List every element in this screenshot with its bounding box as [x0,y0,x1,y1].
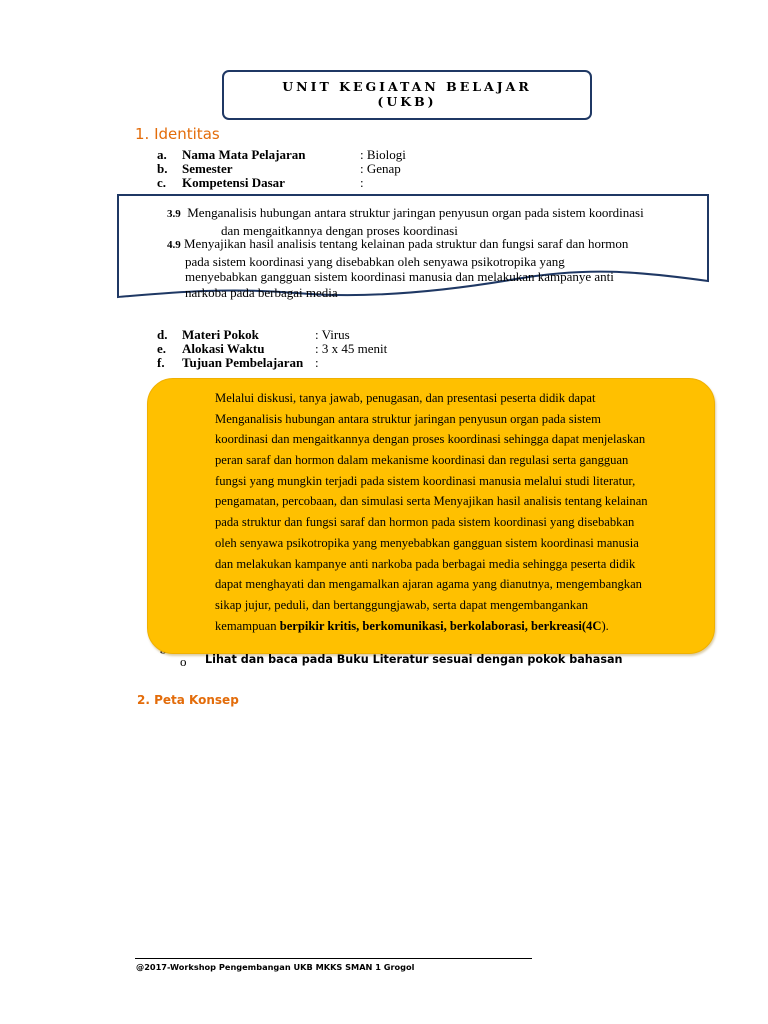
title-line-2: (UKB) [377,94,437,109]
row-marker: b. [157,161,168,176]
kd-line: Menganalisis hubungan antara struktur jaringan penyusun organ pada sistem koordinasi [187,205,644,220]
row-value: : Virus [315,327,350,342]
row-marker: d. [157,327,168,342]
kd-line: dan mengaitkannya dengan proses koordinasi [221,222,458,238]
tujuan-line: koordinasi dan mengaitkannya dengan proses koordinasi sehingga dapat menjelaskan [215,432,646,447]
row-value: : [360,175,364,190]
kd-line: menyebabkan gangguan sistem koordinasi manusia dan melakukan kampanye anti [185,269,614,284]
row-label: Kompetensi Dasar [182,175,285,190]
tujuan-line: dapat menghayati dan mengamalkan ajaran agama yang dianutnya, mengembangkan [215,577,642,592]
row-label: Tujuan Pembelajaran [182,355,304,370]
tujuan-line: pengamatan, percobaan, dan simulasi serta Menyajikan hasil analisis tentang kelainan [215,494,648,509]
kd-number: 4.9 [167,239,181,251]
tujuan-line: fungsi yang mungkin terjadi pada sistem koordinasi manusia melalui studi literatur, [215,473,636,488]
footer-rule [135,958,532,959]
footer-text: @2017-Workshop Pengembangan UKB MKKS SMAN 1 Grogol [136,962,415,972]
tujuan-text [215,388,707,636]
tujuan-pembelajaran-box [147,378,715,654]
tujuan-prefix: kemampuan [215,618,280,633]
tujuan-line: Menganalisis hubungan antara struktur jaringan penyusun organ pada sistem [215,411,601,426]
row-value: : [315,355,319,370]
row-label: Semester [182,161,233,176]
section-heading-peta-konsep: 2. Peta Konsep [137,693,239,707]
kd-number: 3.9 [167,208,181,220]
tujuan-4c-skills: berpikir kritis, berkomunikasi, berkolaborasi, berkreasi(4C [279,618,602,633]
row-marker: f. [157,355,165,370]
tujuan-line: sikap jujur, peduli, dan bertanggungjawab, serta dapat mengembangankan [215,597,588,612]
row-value: : Genap [360,161,401,176]
section-heading-identitas: 1. Identitas [135,125,220,143]
kd-line: Menyajikan hasil analisis tentang kelainan pada struktur dan fungsi saraf dan hormon [184,236,629,251]
row-marker: c. [157,175,167,190]
kd-line: narkoba pada berbagai media [185,284,338,300]
row-value: : Biologi [360,147,406,162]
bullet-circle: o [180,654,187,669]
title-box [222,70,592,120]
row-label: Nama Mata Pelajaran [182,147,306,162]
tujuan-line: peran saraf dan hormon dalam mekanisme koordinasi dan regulasi serta gangguan [215,453,629,468]
tujuan-line-last [215,616,707,637]
tujuan-line: Melalui diskusi, tanya jawab, penugasan, dan presentasi peserta didik dapat [215,391,596,405]
tujuan-suffix: ). [601,618,609,633]
literatur-instruction: Lihat dan baca pada Buku Literatur sesuai dengan pokok bahasan [205,653,623,666]
tujuan-line: pada struktur dan fungsi saraf dan hormon pada sistem koordinasi yang disebabkan [215,515,635,530]
kd-line: pada sistem koordinasi yang disebabkan oleh senyawa psikotropika yang [185,253,565,269]
tujuan-line: oleh senyawa psikotropika yang menyebabkan gangguan sistem koordinasi manusia [215,535,639,550]
tujuan-line: dan melakukan kampanye anti narkoba pada berbagai media sehingga peserta didik [215,556,636,571]
title-line-1: UNIT KEGIATAN BELAJAR [282,79,532,94]
kompetensi-3-9 [167,205,644,238]
kompetensi-4-9 [167,236,628,300]
row-label: Materi Pokok [182,327,259,342]
row-marker: e. [157,341,167,356]
row-marker: a. [157,147,167,162]
row-value: : 3 x 45 menit [315,341,388,356]
row-label: Alokasi Waktu [182,341,265,356]
